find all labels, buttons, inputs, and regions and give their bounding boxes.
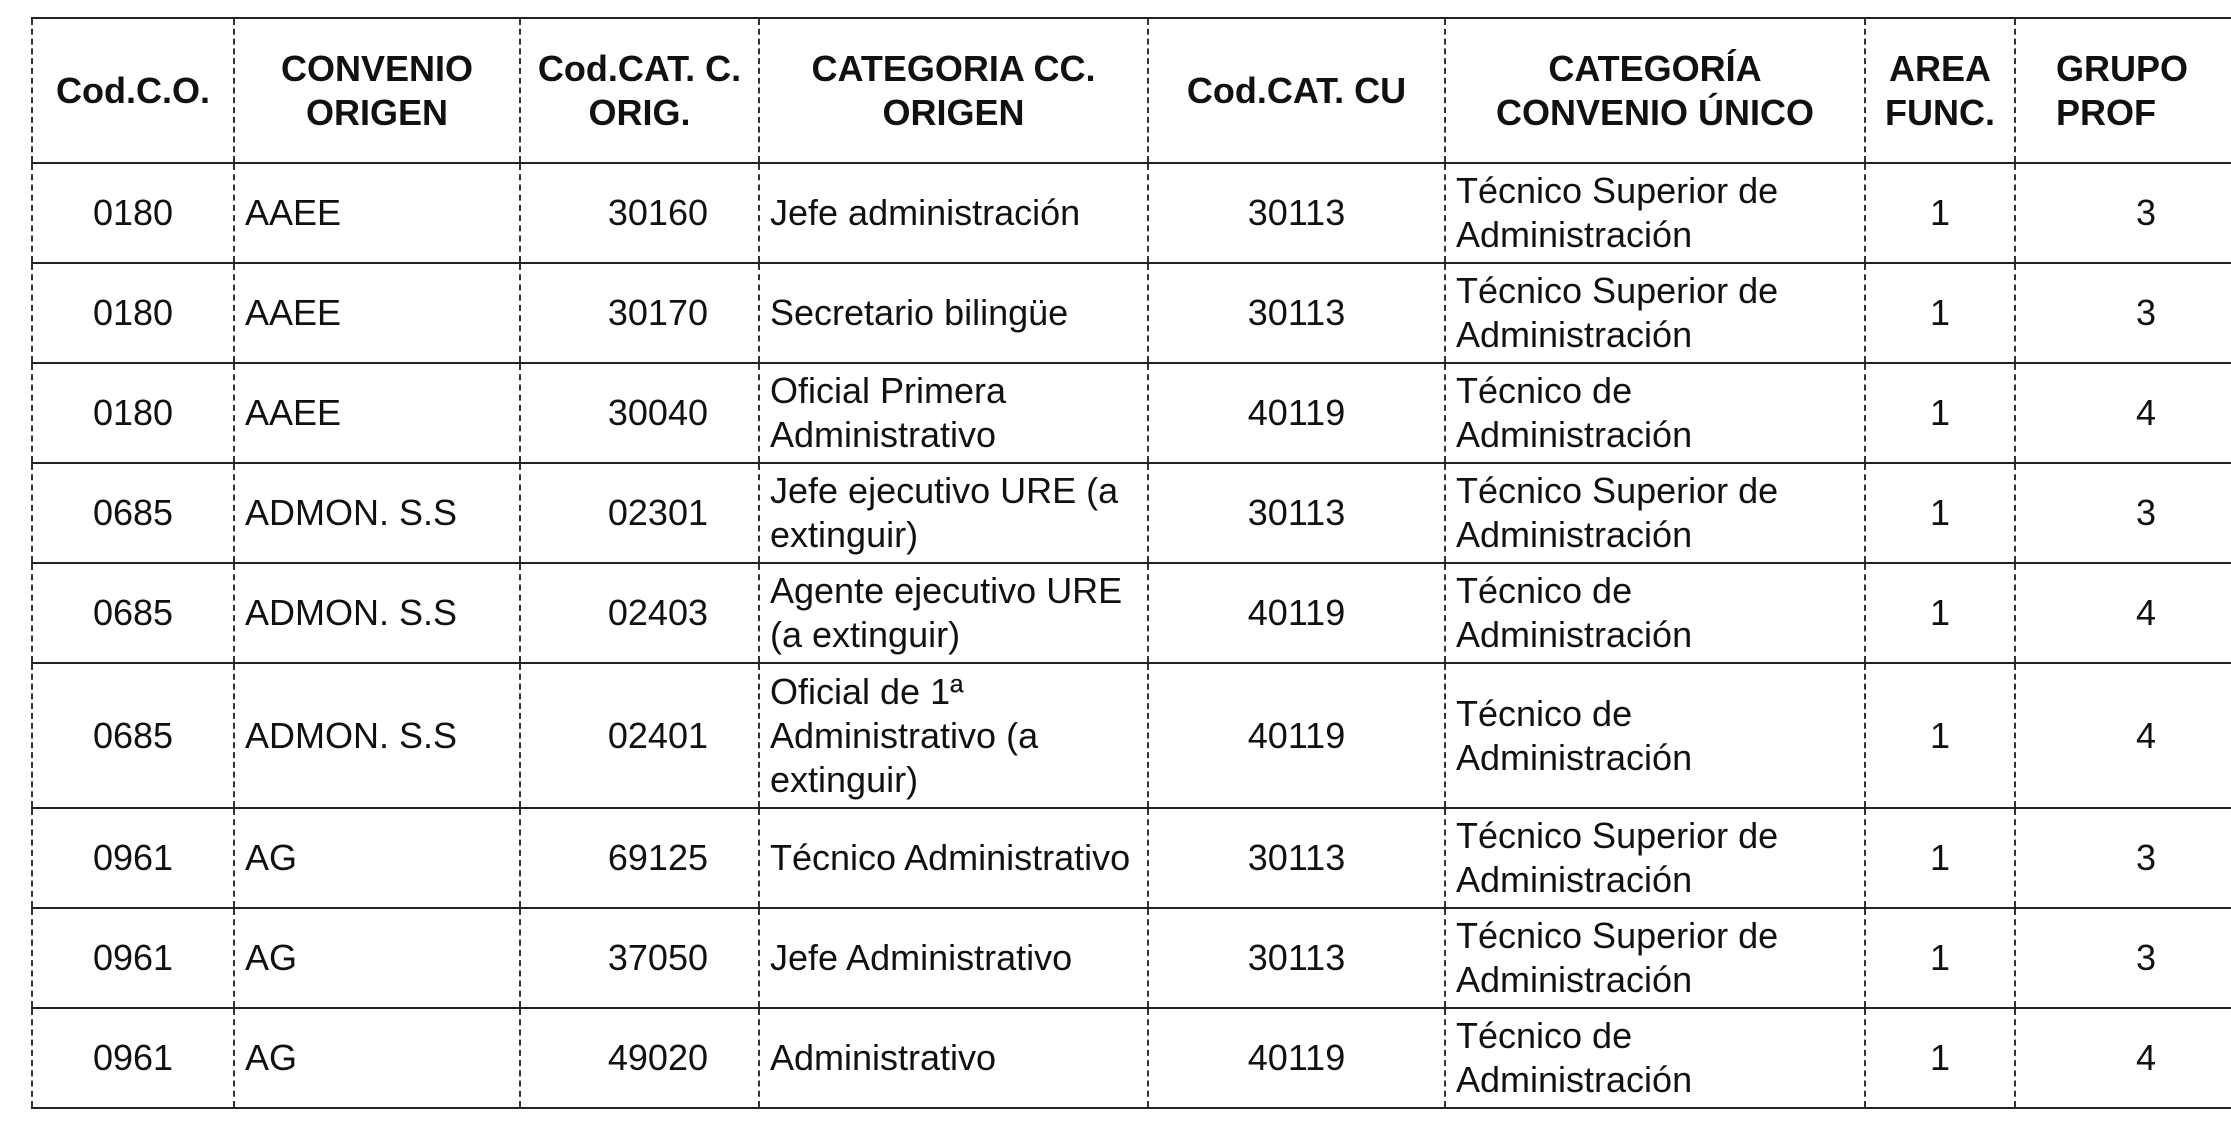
cell-cod-co: 0180: [32, 263, 234, 363]
cell-area-func: 1: [1865, 663, 2015, 808]
cell-area-func: 1: [1865, 263, 2015, 363]
category-mapping-table: [31, 17, 2231, 1109]
cell-categoria-origen: Oficial de 1ª Administrativo (a extinguir): [759, 663, 1148, 808]
cell-grupo-prof: 3: [2015, 463, 2231, 563]
table-row: [32, 263, 2231, 363]
cell-grupo-prof: 4: [2015, 363, 2231, 463]
cell-categoria-origen: Jefe Administrativo: [759, 908, 1148, 1008]
cell-area-func: 1: [1865, 163, 2015, 263]
cell-categoria-origen: Jefe ejecutivo URE (a extinguir): [759, 463, 1148, 563]
cell-categoria-cu: Técnico Superior de Administración: [1445, 908, 1865, 1008]
table-row: [32, 663, 2231, 808]
cell-categoria-cu: Técnico de Administración: [1445, 563, 1865, 663]
cell-categoria-cu: Técnico Superior de Administración: [1445, 463, 1865, 563]
cell-categoria-origen: Oficial Primera Administrativo: [759, 363, 1148, 463]
cell-grupo-prof: 4: [2015, 663, 2231, 808]
cell-cod-co: 0685: [32, 663, 234, 808]
cell-categoria-cu: Técnico Superior de Administración: [1445, 808, 1865, 908]
header-cod-cat-cu: Cod.CAT. CU: [1148, 18, 1445, 163]
table-row: [32, 908, 2231, 1008]
cell-categoria-origen: Administrativo: [759, 1008, 1148, 1108]
cell-convenio: AAEE: [234, 363, 520, 463]
cell-area-func: 1: [1865, 1008, 2015, 1108]
cell-cod-cat-orig: 69125: [520, 808, 759, 908]
header-grupo-prof: GRUPO PROF: [2015, 18, 2231, 163]
cell-cod-co: 0180: [32, 363, 234, 463]
cell-categoria-cu: Técnico de Administración: [1445, 1008, 1865, 1108]
cell-grupo-prof: 3: [2015, 163, 2231, 263]
table-row: [32, 1008, 2231, 1108]
cell-cod-cat-cu: 40119: [1148, 1008, 1445, 1108]
cell-cod-co: 0961: [32, 1008, 234, 1108]
cell-categoria-cu: Técnico de Administración: [1445, 363, 1865, 463]
table-row: [32, 163, 2231, 263]
cell-grupo-prof: 4: [2015, 1008, 2231, 1108]
cell-area-func: 1: [1865, 908, 2015, 1008]
cell-cod-cat-orig: 30160: [520, 163, 759, 263]
cell-cod-cat-orig: 02403: [520, 563, 759, 663]
table-row: [32, 463, 2231, 563]
cell-cod-cat-orig: 02401: [520, 663, 759, 808]
header-categoria-cu: CATEGORÍA CONVENIO ÚNICO: [1445, 18, 1865, 163]
cell-convenio: ADMON. S.S: [234, 563, 520, 663]
cell-convenio: AG: [234, 808, 520, 908]
table-row: [32, 808, 2231, 908]
cell-categoria-origen: Técnico Administrativo: [759, 808, 1148, 908]
cell-convenio: ADMON. S.S: [234, 463, 520, 563]
cell-convenio: AAEE: [234, 163, 520, 263]
cell-categoria-origen: Agente ejecutivo URE (a extinguir): [759, 563, 1148, 663]
cell-area-func: 1: [1865, 563, 2015, 663]
cell-cod-cat-cu: 40119: [1148, 663, 1445, 808]
cell-convenio: AG: [234, 908, 520, 1008]
cell-area-func: 1: [1865, 363, 2015, 463]
header-row: [32, 18, 2231, 163]
cell-grupo-prof: 4: [2015, 563, 2231, 663]
cell-area-func: 1: [1865, 808, 2015, 908]
cell-cod-cat-orig: 49020: [520, 1008, 759, 1108]
cell-grupo-prof: 3: [2015, 263, 2231, 363]
cell-categoria-cu: Técnico Superior de Administración: [1445, 263, 1865, 363]
header-categoria-origen: CATEGORIA CC. ORIGEN: [759, 18, 1148, 163]
cell-cod-co: 0961: [32, 908, 234, 1008]
cell-cod-cat-cu: 30113: [1148, 808, 1445, 908]
cell-convenio: AAEE: [234, 263, 520, 363]
table-row: [32, 563, 2231, 663]
cell-cod-cat-cu: 30113: [1148, 263, 1445, 363]
cell-cod-cat-orig: 30040: [520, 363, 759, 463]
cell-cod-cat-cu: 30113: [1148, 463, 1445, 563]
cell-categoria-cu: Técnico de Administración: [1445, 663, 1865, 808]
header-cod-co: Cod.C.O.: [32, 18, 234, 163]
cell-categoria-origen: Jefe administración: [759, 163, 1148, 263]
table-row: [32, 363, 2231, 463]
cell-categoria-origen: Secretario bilingüe: [759, 263, 1148, 363]
cell-cod-cat-orig: 37050: [520, 908, 759, 1008]
cell-area-func: 1: [1865, 463, 2015, 563]
cell-cod-cat-orig: 02301: [520, 463, 759, 563]
cell-cod-cat-cu: 40119: [1148, 563, 1445, 663]
cell-cod-cat-cu: 40119: [1148, 363, 1445, 463]
cell-cod-co: 0685: [32, 563, 234, 663]
header-area-func: AREA FUNC.: [1865, 18, 2015, 163]
cell-cod-co: 0180: [32, 163, 234, 263]
cell-cod-co: 0961: [32, 808, 234, 908]
cell-grupo-prof: 3: [2015, 808, 2231, 908]
header-convenio-origen: CONVENIO ORIGEN: [234, 18, 520, 163]
cell-cod-cat-cu: 30113: [1148, 908, 1445, 1008]
cell-cod-co: 0685: [32, 463, 234, 563]
cell-categoria-cu: Técnico Superior de Administración: [1445, 163, 1865, 263]
cell-cod-cat-orig: 30170: [520, 263, 759, 363]
header-cod-cat-orig: Cod.CAT. C. ORIG.: [520, 18, 759, 163]
cell-grupo-prof: 3: [2015, 908, 2231, 1008]
cell-cod-cat-cu: 30113: [1148, 163, 1445, 263]
cell-convenio: AG: [234, 1008, 520, 1108]
cell-convenio: ADMON. S.S: [234, 663, 520, 808]
